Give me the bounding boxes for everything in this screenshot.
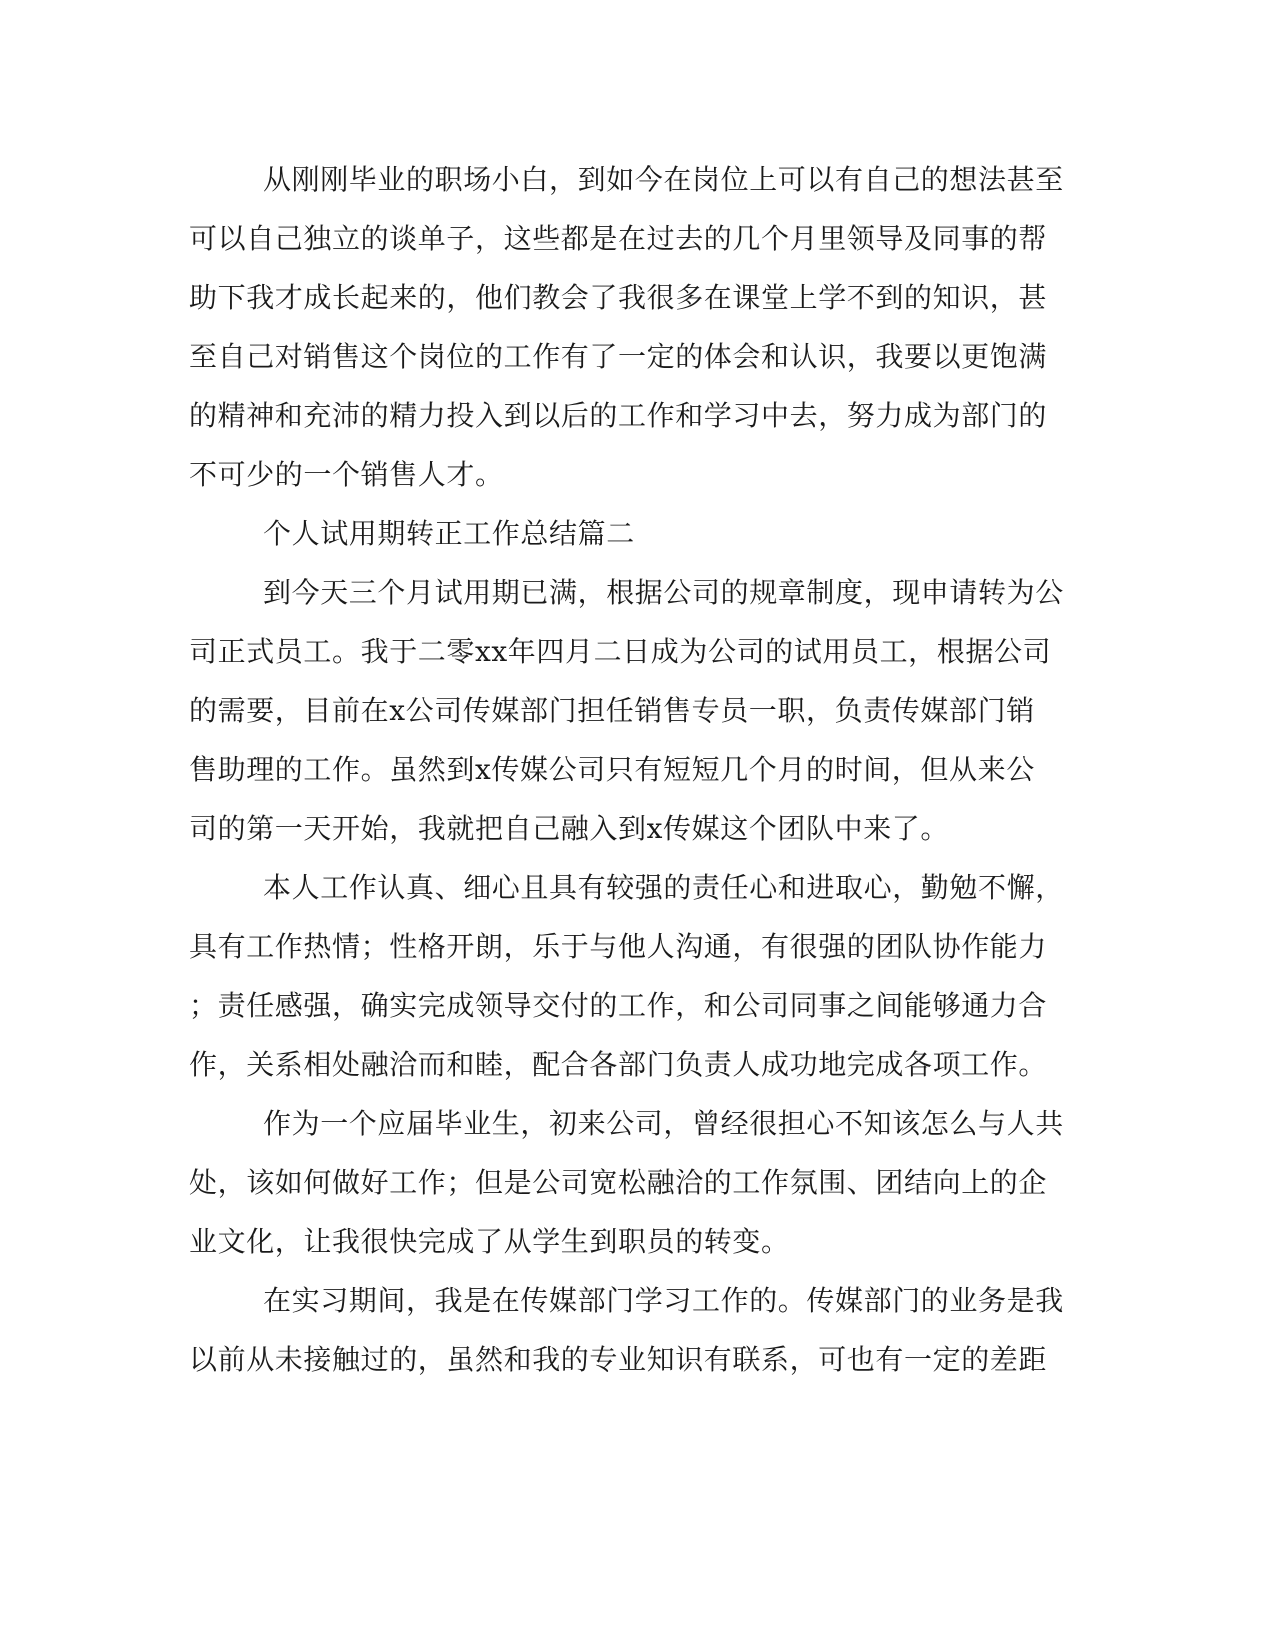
text-line-6: 不可少的一个销售人才。	[189, 458, 504, 491]
section-heading: 个人试用期转正工作总结篇二	[263, 517, 635, 550]
text-line-10: 的需要，目前在x公司传媒部门担任销售专员一职，负责传媒部门销	[189, 694, 1035, 727]
text-line-19: 业文化，让我很快完成了从学生到职员的转变。	[189, 1225, 790, 1258]
text-line-17: 作为一个应届毕业生，初来公司，曾经很担心不知该怎么与人共	[263, 1107, 1064, 1140]
text-line-5: 的精神和充沛的精力投入到以后的工作和学习中去，努力成为部门的	[189, 399, 1048, 432]
text-line-1: 从刚刚毕业的职场小白，到如今在岗位上可以有自己的想法甚至	[263, 163, 1064, 196]
text-line-3: 助下我才成长起来的，他们教会了我很多在课堂上学不到的知识，甚	[189, 281, 1048, 314]
text-line-9: 司正式员工。我于二零xx年四月二日成为公司的试用员工，根据公司	[189, 635, 1052, 668]
text-line-12: 司的第一天开始，我就把自己融入到x传媒这个团队中来了。	[189, 812, 949, 845]
text-line-11: 售助理的工作。虽然到x传媒公司只有短短几个月的时间，但从来公	[189, 753, 1035, 786]
text-line-20: 在实习期间，我是在传媒部门学习工作的。传媒部门的业务是我	[263, 1284, 1064, 1317]
text-line-16: 作，关系相处融洽而和睦，配合各部门负责人成功地完成各项工作。	[189, 1048, 1048, 1081]
text-line-21: 以前从未接触过的，虽然和我的专业知识有联系，可也有一定的差距	[189, 1343, 1048, 1376]
text-line-8: 到今天三个月试用期已满，根据公司的规章制度，现申请转为公	[263, 576, 1064, 609]
text-line-13: 本人工作认真、细心且具有较强的责任心和进取心，勤勉不懈，	[263, 871, 1064, 904]
text-line-18: 处，该如何做好工作；但是公司宽松融洽的工作氛围、团结向上的企	[189, 1166, 1048, 1199]
text-line-14: 具有工作热情；性格开朗，乐于与他人沟通，有很强的团队协作能力	[189, 930, 1048, 963]
text-line-15: ；责任感强，确实完成领导交付的工作，和公司同事之间能够通力合	[189, 989, 1048, 1022]
text-line-4: 至自己对销售这个岗位的工作有了一定的体会和认识，我要以更饱满	[189, 340, 1048, 373]
text-line-2: 可以自己独立的谈单子，这些都是在过去的几个月里领导及同事的帮	[189, 222, 1048, 255]
